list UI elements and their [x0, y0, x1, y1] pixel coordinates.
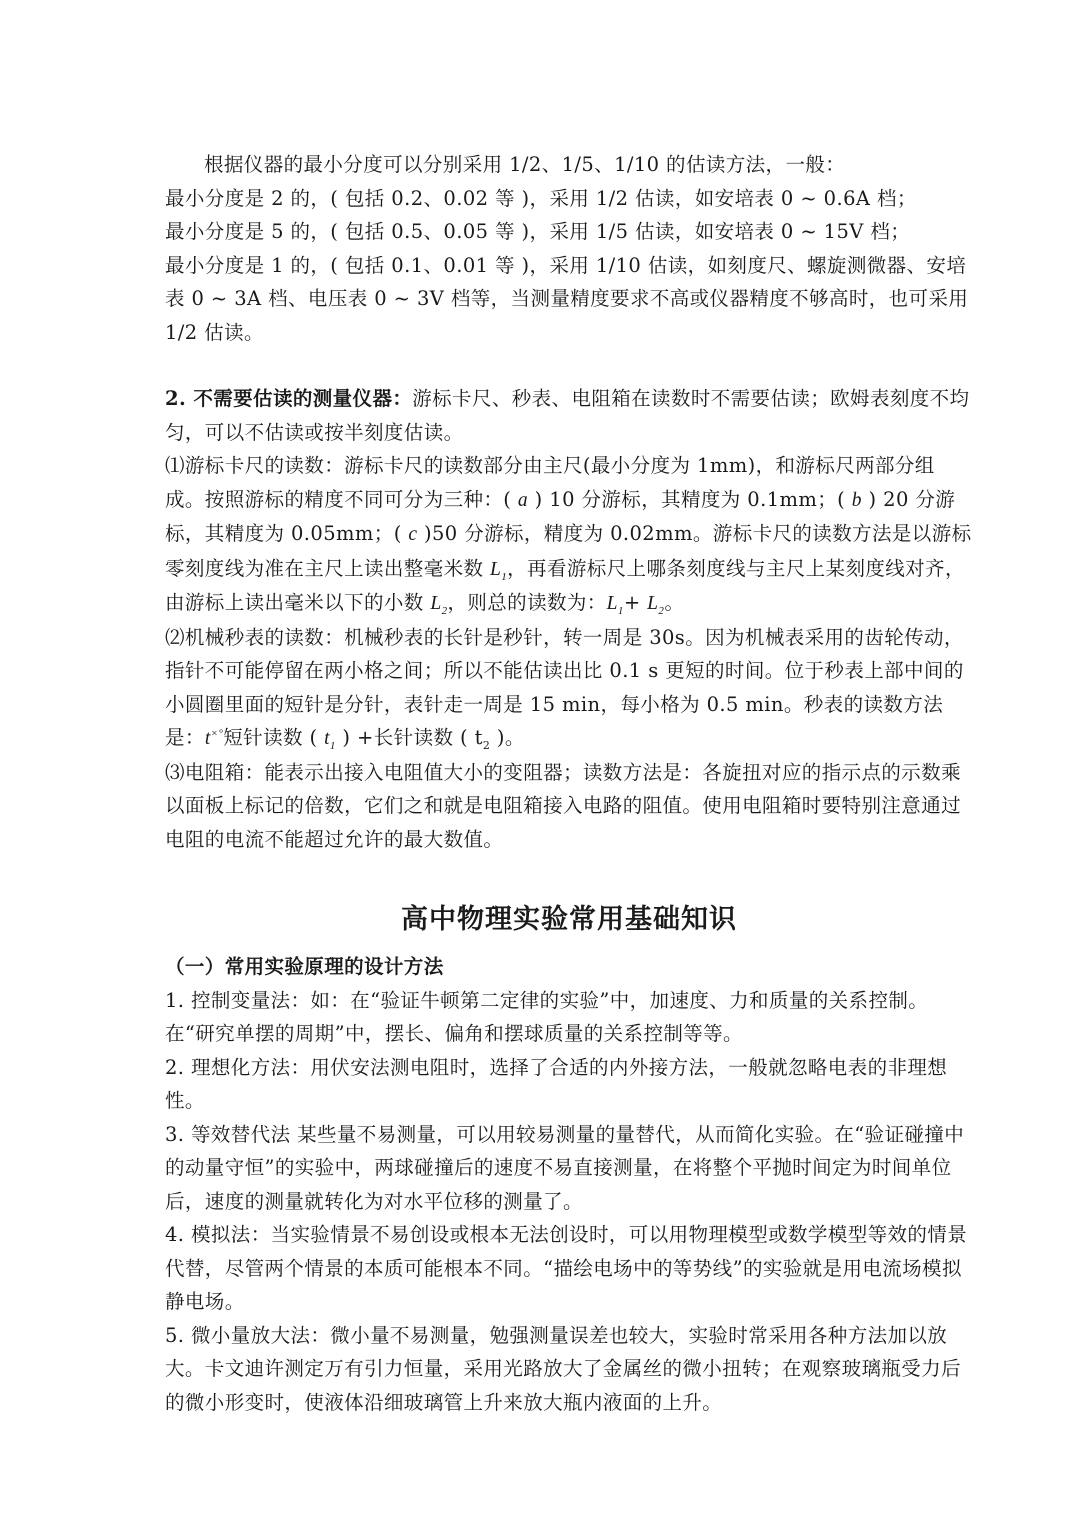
spacer — [165, 349, 973, 382]
section-2-paragraph — [165, 382, 973, 449]
method-item: 1. 控制变量法：如：在“验证牛顿第二定律的实验”中，加速度、力和质量的关系控制。在“研究单摆的周期”中，摆长、偏角和摆球质量的关系控制等等。 — [165, 988, 929, 1045]
vernier-caliper-paragraph: ⑴游标卡尺的读数：游标卡尺的读数部分由主尺(最小分度为 1mm)，和游标尺两部分组成。按照游标的精度不同可分为三种：( a ) 10 分游标，其精度为 0.1mm；( b ) 20 分游标，其精度为 0.05mm；( c )50 分游标，精度为 0.02mm。游标卡尺的读数方法是以游标零刻度线为准在主尺上读出整毫米数 $L_1$，再看游标尺上哪条刻度线与主尺上某刻度线对齐，由游标上读出毫米以下的小数 $L_2$，则总的读数为：$L_1+ L_2$。 — [165, 454, 972, 617]
section-2-heading: 2. 不需要估读的测量仪器： — [165, 387, 413, 410]
resistance-box-paragraph: ⑶电阻箱：能表示出接入电阻值大小的变阻器；读数方法是：各旋扭对应的指示点的示数乘以面板上标记的倍数，它们之和就是电阻箱接入电路的阻值。使用电阻箱时要特别注意通过电阻的电流不能超过允许的最大数值。 — [165, 760, 962, 851]
symbol-t: t×° — [204, 727, 224, 749]
document-body — [165, 148, 973, 1419]
symbol-t2-sub: 2 — [482, 738, 491, 752]
symbol-L2: $L_2$ — [430, 593, 448, 617]
method-item: 2. 理想化方法：用伏安法测电阻时，选择了合适的内外接方法，一般就忽略电表的非理想性。 — [165, 1055, 948, 1112]
method-item: 4. 模拟法：当实验情景不易创设或根本无法创设时，可以用物理模型或数学模型等效的情景代替，尽管两个情景的本质可能根本不同。“描绘电场中的等势线”的实验就是用电流场模拟静电场。 — [165, 1223, 968, 1313]
method-item: 3. 等效替代法 某些量不易测量，可以用较易测量的量替代，从而简化实验。在“验证碰撞中的动量守恒”的实验中，两球碰撞后的速度不易直接测量，在将整个平抛时间定为时间单位后，速度的测量就转化为对水平位移的测量了。 — [165, 1122, 965, 1213]
page-title: 高中物理实验常用基础知识 — [401, 904, 737, 935]
method-item: 5. 微小量放大法：微小量不易测量，勉强测量误差也较大，实验时常采用各种方法加以放大。卡文迪许测定万有引力恒量，采用光路放大了金属丝的微小扭转；在观察玻璃瓶受力后的微小形变时，使液体沿细玻璃管上升来放大瓶内液面的上升。 — [165, 1323, 962, 1414]
rule-line-2: 最小分度是 2 的，( 包括 0.2、0.02 等 )，采用 1/2 估读，如安培表 0 ~ 0.6A 档； — [165, 186, 917, 210]
rule-line-5: 最小分度是 5 的，( 包括 0.5、0.05 等 )，采用 1/5 估读，如安培表 0 ~ 15V 档； — [165, 220, 911, 243]
intro-line: 根据仪器的最小分度可以分别采用 1/2、1/5、1/10 的估读方法，一般： — [204, 153, 846, 176]
symbol-t1: $t_1$ — [324, 728, 336, 752]
formula-L1: $L_1$ — [606, 593, 624, 617]
stopwatch-paragraph: ⑵机械秒表的读数：机械秒表的长针是秒针，转一周是 30s。因为机械表采用的齿轮传动，指针不可能停留在两小格之间；所以不能估读出比 0.1 s 更短的时间。位于秒表上部中间的小圆圈里面的短针是分针，表针走一周是 15 min，每小格为 0.5 min。秒表的读数方法是：t×°短针读数 ( $t_1$ ) +长针读数 ( $t_2$ )。 — [165, 625, 964, 752]
rule-line-1: 最小分度是 1 的，( 包括 0.1、0.01 等 )，采用 1/10 估读，如刻度尺、螺旋测微器、安培表 0 ~ 3A 档、电压表 0 ~ 3V 档等，当测量精度要求不高或仪器精度不够高时，也可采用 1/2 估读。 — [165, 253, 969, 344]
section-2-intro: 游标卡尺、秒表、电阻箱在读数时不需要估读；欧姆表刻度不均匀，可以不估读或按半刻度估读。 — [165, 387, 970, 444]
formula-L2: $L_2$ — [647, 593, 665, 617]
symbol-L1: $L_1$ — [490, 558, 508, 583]
section-a-heading: （一）常用实验原理的设计方法 — [165, 955, 444, 978]
